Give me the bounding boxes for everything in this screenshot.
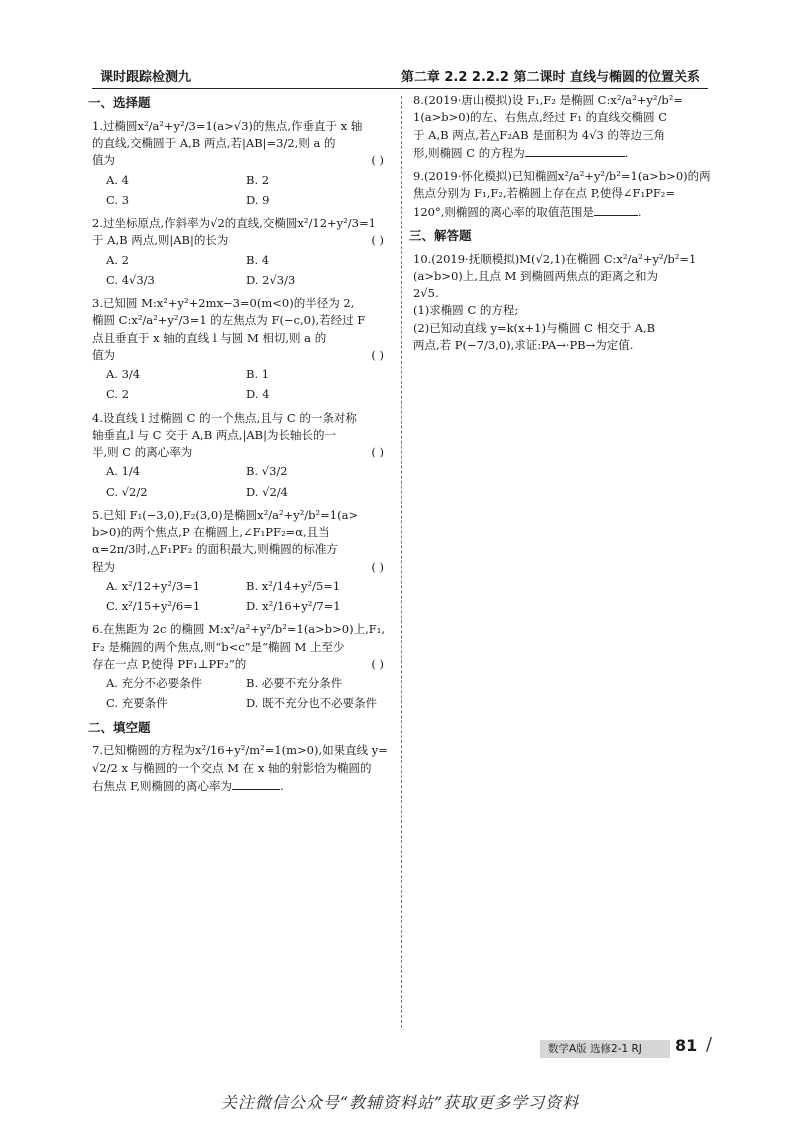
q7-line: 右焦点 F,则椭圆的离心率为 [92,778,232,793]
q10-part: 两点,若 P(−7/3,0),求证:PA→·PB→为定值. [413,337,634,352]
option-b: B. 1 [246,367,270,381]
option-d: D. 2√3/3 [246,272,296,287]
header-chapter-title: 第二章 2.2 2.2.2 第二课时 直线与椭圆的位置关系 [400,70,700,85]
option-b: B. 2 [246,172,270,187]
option-b: B. √3/2 [246,464,288,479]
option-b: B. 4 [246,252,270,267]
question-9: 9.(2019·怀化模拟)已知椭圆x²/a²+y²/b²=1(a>b>0)的两 焦点分别为 F₁,F₂,若椭圆上存在点 P,使得∠F₁PF₂= 120°,则椭圆的离心率的取值范围是 . [413,169,711,219]
question-4 [92,410,392,501]
q6-options [106,675,392,713]
section-fill-title: 二、填空题 [88,719,151,735]
answer-blank [594,203,638,216]
q5-line: 5.已知 F₁(−3,0),F₂(3,0)是椭圆x²/a²+y²/b²=1(a> [92,507,359,522]
right-column [409,92,711,360]
option-d: D. 既不充分也不必要条件 [246,696,378,711]
left-column [88,92,392,801]
q8-line: 形,则椭圆 C 的方程为 [413,145,525,160]
q3-line: 3.已知圆 M:x²+y²+2mx−3=0(m<0)的半径为 2, [92,296,355,310]
q5-options [106,578,392,616]
q8-line: 8.(2019·唐山模拟)设 F₁,F₂ 是椭圆 C:x²/a²+y²/b²= [413,93,684,107]
answer-blank [232,777,280,790]
q8-line: 于 A,B 两点,若△F₂AB 是面积为 4√3 的等边三角 [413,127,665,142]
option-d: D. 4 [246,387,270,402]
footer-slash-mark: / [706,1034,713,1055]
answer-paren: ( ) [371,445,384,459]
q10-part: (2)已知动直线 y=k(x+1)与椭圆 C 相交于 A,B [413,320,656,335]
answer-blank [525,144,625,157]
watermark-text: 关注微信公众号“教辅资料站”获取更多学习资料 [220,1093,580,1112]
option-c: C. 充要条件 [106,696,168,711]
q5-line: b>0)的两个焦点,P 在椭圆上,∠F₁PF₂=α,且当 [92,525,330,539]
option-a: A. 4 [106,172,129,187]
q6-line: F₂ 是椭圆的两个焦点,则“b<c”是“椭圆 M 上至少 [92,639,345,654]
q1-line: 值为 [92,153,115,168]
q6-line: 6.在焦距为 2c 的椭圆 M:x²/a²+y²/b²=1(a>b>0)上,F₁, [92,622,386,637]
question-10 [413,251,711,355]
q1-line: 1.过椭圆x²/a²+y²/3=1(a>√3)的焦点,作垂直于 x 轴 [92,118,363,133]
q4-line: 半,则 C 的离心率为 [92,445,193,459]
option-c: C. 2 [106,387,130,402]
option-c: C. √2/2 [106,484,148,499]
answer-paren: ( ) [371,656,384,671]
q8-line: 1(a>b>0)的左、右焦点,经过 F₁ 的直线交椭圆 C [413,110,668,125]
question-8: 8.(2019·唐山模拟)设 F₁,F₂ 是椭圆 C:x²/a²+y²/b²= 1(a>b>0)的左、右焦点,经过 F₁ 的直线交椭圆 C 于 A,B 两点,若△F₂AB 是面积为 4√3 的等边三角 形,则椭圆 C 的方程为 . [413,92,711,162]
q4-line: 轴垂直,l 与 C 交于 A,B 两点,|AB|为长轴长的一 [92,427,336,442]
answer-paren: ( ) [371,153,384,168]
q3-line: 值为 [92,347,115,362]
option-a: A. 2 [106,252,129,267]
q5-line: α=2π/3时,△F₁PF₂ 的面积最大,则椭圆的标准方 [92,542,338,557]
question-5 [92,507,392,616]
q4-line: 4.设直线 l 过椭圆 C 的一个焦点,且与 C 的一条对称 [92,410,357,425]
option-a: A. x²/12+y²/3=1 [106,578,201,593]
q2-line: 于 A,B 两点,则|AB|的长为 [92,233,229,248]
q7-line: 7.已知椭圆的方程为x²/16+y²/m²=1(m>0),如果直线 y= [92,743,388,758]
q2-options [106,252,392,290]
q1-options [106,172,392,210]
q3-line: 点且垂直于 x 轴的直线 l 与圆 M 相切,则 a 的 [92,330,327,345]
q3-line: 椭圆 C:x²/a²+y²/3=1 的左焦点为 F(−c,0),若经过 F [92,313,366,328]
option-d: D. 9 [246,192,270,207]
option-b: B. 必要不充分条件 [246,676,343,690]
option-a: A. 3/4 [106,367,141,381]
question-6 [92,621,392,712]
section-answer-title: 三、解答题 [409,227,472,243]
page-number: 81 [675,1036,698,1055]
footer-book-label: 数学A版 选修2-1 RJ [548,1043,642,1055]
option-a: A. 充分不必要条件 [106,676,203,690]
header-left-title: 课时跟踪检测九 [100,70,192,85]
q9-line: 焦点分别为 F₁,F₂,若椭圆上存在点 P,使得∠F₁PF₂= [413,186,676,201]
header-rule [92,88,708,89]
section-choice-title: 一、选择题 [88,95,151,110]
column-divider [401,96,402,1028]
q6-line: 存在一点 P,使得 PF₁⊥PF₂”的 [92,656,247,671]
option-d: D. √2/4 [246,484,288,499]
q9-line: 120°,则椭圆的离心率的取值范围是 [413,204,594,219]
q10-line: 10.(2019·抚顺模拟)M(√2,1)在椭圆 C:x²/a²+y²/b²=1 [413,251,697,266]
q10-line: (a>b>0)上,且点 M 到椭圆两焦点的距离之和为 [413,268,659,283]
q5-line: 程为 [92,559,115,574]
q10-line: 2√5. [413,286,439,300]
q2-line: 2.过坐标原点,作斜率为√2的直线,交椭圆x²/12+y²/3=1 [92,216,376,230]
option-b: B. x²/14+y²/5=1 [246,578,341,593]
answer-paren: ( ) [371,347,384,362]
option-a: A. 1/4 [106,464,141,479]
option-c: C. 4√3/3 [106,272,155,287]
q7-line: √2/2 x 与椭圆的一个交点 M 在 x 轴的射影恰为椭圆的 [92,760,372,775]
q10-part: (1)求椭圆 C 的方程; [413,303,519,318]
q9-line: 9.(2019·怀化模拟)已知椭圆x²/a²+y²/b²=1(a>b>0)的两 [413,169,711,183]
option-d: D. x²/16+y²/7=1 [246,599,341,613]
question-1 [92,118,392,209]
q1-line: 的直线,交椭圆于 A,B 两点,若|AB|=3/2,则 a 的 [92,136,336,150]
question-2 [92,215,392,289]
question-3 [92,295,392,404]
q4-options [106,463,392,501]
option-c: C. x²/15+y²/6=1 [106,599,201,613]
q3-options [106,366,392,404]
question-7: 7.已知椭圆的方程为x²/16+y²/m²=1(m>0),如果直线 y= √2/2 x 与椭圆的一个交点 M 在 x 轴的射影恰为椭圆的 右焦点 F,则椭圆的离心率为 . [92,742,392,795]
answer-paren: ( ) [371,559,384,574]
option-c: C. 3 [106,192,130,207]
answer-paren: ( ) [371,233,384,248]
